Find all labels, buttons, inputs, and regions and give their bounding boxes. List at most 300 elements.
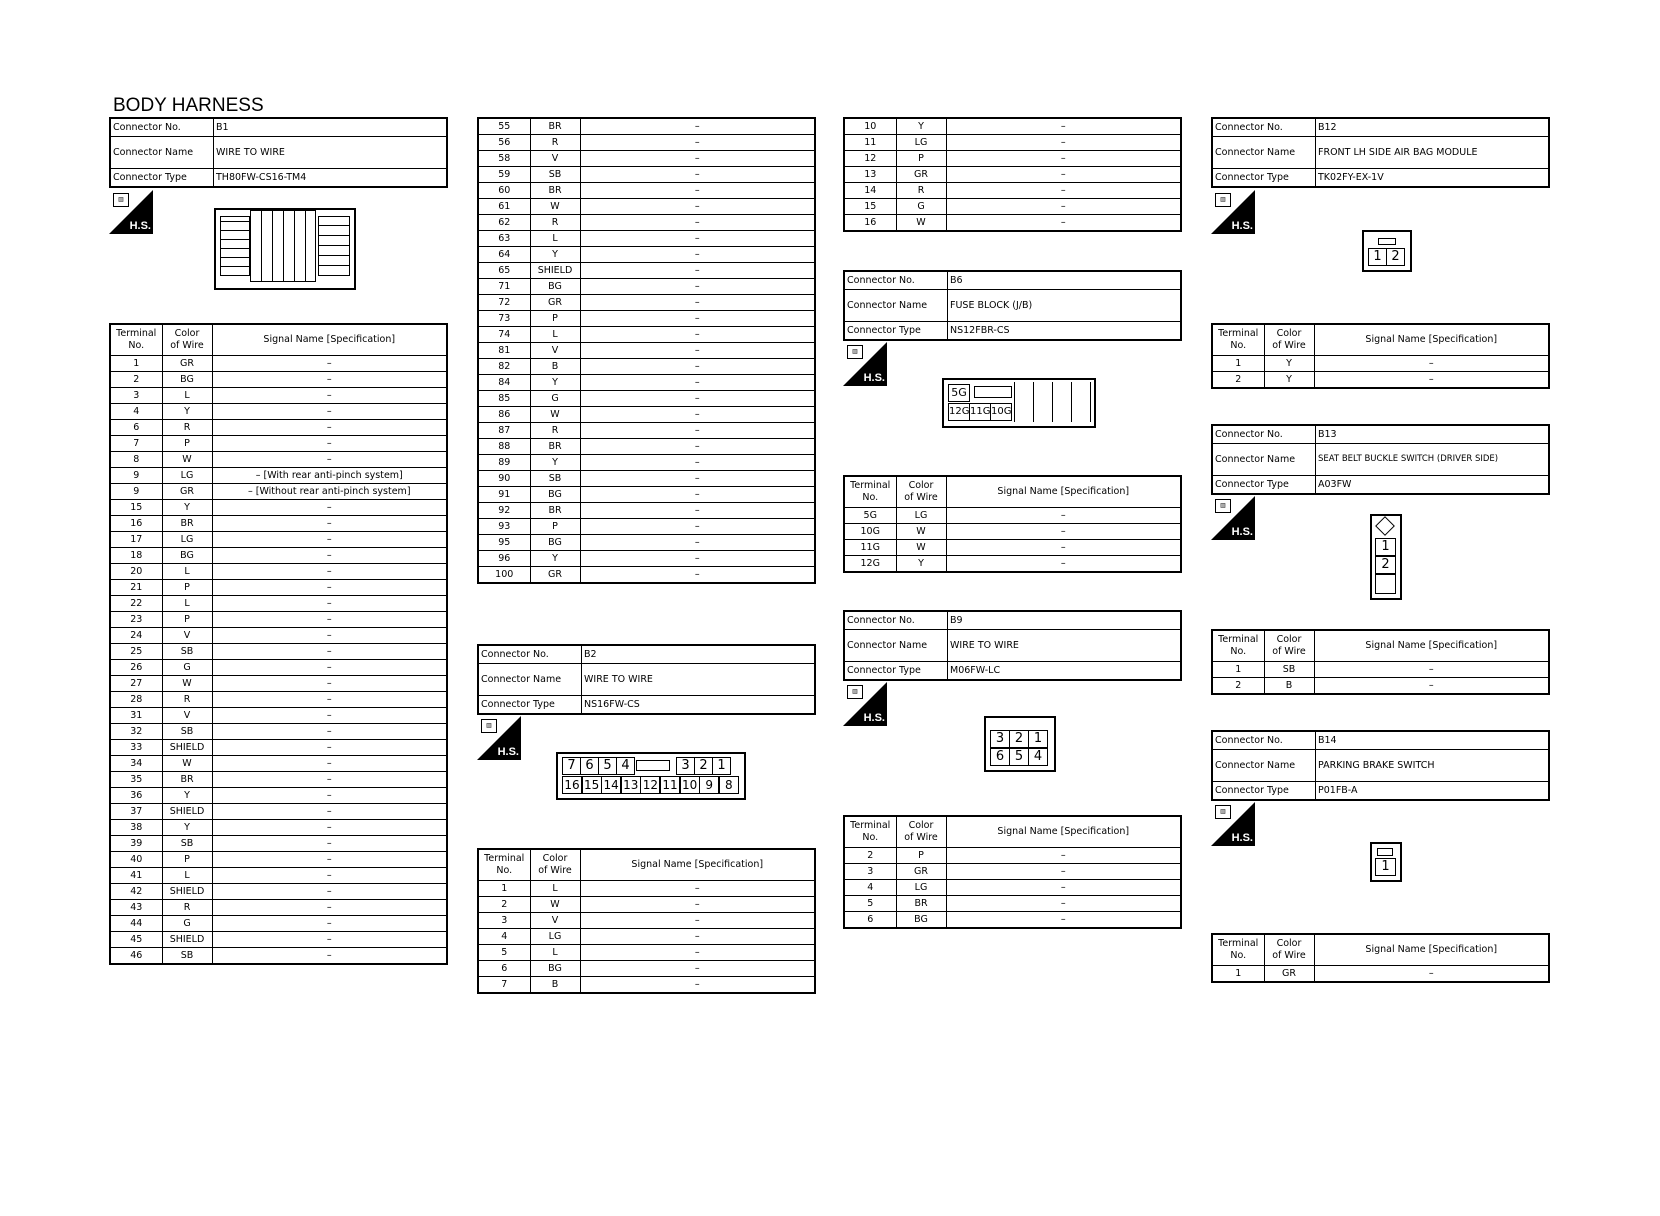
table-row bbox=[478, 375, 815, 391]
signal-name-cell: – bbox=[212, 420, 447, 436]
signal-name-cell: – bbox=[580, 961, 815, 977]
table-row bbox=[110, 452, 447, 468]
signal-name-cell: – bbox=[580, 199, 815, 215]
terminal-no-cell: 40 bbox=[110, 852, 162, 868]
color-cell: L bbox=[530, 231, 580, 247]
signal-name-cell: – bbox=[580, 343, 815, 359]
color-cell: P bbox=[162, 612, 212, 628]
table-row bbox=[478, 897, 815, 913]
connector-pin-cell: 5 bbox=[598, 757, 617, 775]
terminal-no-cell: 32 bbox=[110, 724, 162, 740]
table-row bbox=[478, 487, 815, 503]
terminal-no-cell: 26 bbox=[110, 660, 162, 676]
terminal-no-cell: 59 bbox=[478, 167, 530, 183]
color-cell: W bbox=[162, 452, 212, 468]
signal-name-cell: – bbox=[946, 118, 1181, 135]
connector-no-value: B1 bbox=[214, 118, 448, 137]
signal-name-cell: – bbox=[580, 503, 815, 519]
connector-pin-cell: 2 bbox=[694, 757, 713, 775]
color-cell: G bbox=[162, 916, 212, 932]
color-cell: V bbox=[530, 343, 580, 359]
connector-info-b12 bbox=[1211, 117, 1550, 188]
table-row bbox=[110, 500, 447, 516]
table-row bbox=[110, 916, 447, 932]
signal-name-cell: – bbox=[212, 612, 447, 628]
signal-name-header: Signal Name [Specification] bbox=[1314, 324, 1549, 356]
table-row bbox=[844, 183, 1181, 199]
terminal-no-header: Terminal No. bbox=[844, 816, 896, 848]
connector-face-b12: 1 2 bbox=[1362, 230, 1412, 272]
table-row bbox=[110, 756, 447, 772]
color-cell: LG bbox=[896, 880, 946, 896]
signal-name-cell: – bbox=[212, 388, 447, 404]
terminal-no-cell: 62 bbox=[478, 215, 530, 231]
table-row bbox=[110, 788, 447, 804]
color-cell: LG bbox=[896, 508, 946, 524]
color-cell: R bbox=[530, 135, 580, 151]
connector-no-label: Connector No. bbox=[478, 645, 582, 664]
terminal-no-cell: 1 bbox=[1212, 966, 1264, 983]
table-row bbox=[478, 455, 815, 471]
connector-no-value: B14 bbox=[1316, 731, 1550, 750]
terminal-no-cell: 2 bbox=[478, 897, 530, 913]
terminal-no-cell: 44 bbox=[110, 916, 162, 932]
color-of-wire-header: Color of Wire bbox=[1264, 630, 1314, 662]
terminal-no-cell: 2 bbox=[1212, 678, 1264, 695]
signal-name-cell: – [With rear anti-pinch system] bbox=[212, 468, 447, 484]
terminal-no-cell: 3 bbox=[478, 913, 530, 929]
table-row bbox=[110, 660, 447, 676]
terminal-no-cell: 5 bbox=[478, 945, 530, 961]
color-cell: L bbox=[162, 388, 212, 404]
signal-name-cell: – bbox=[580, 535, 815, 551]
table-row bbox=[478, 881, 815, 897]
connector-name-label: Connector Name bbox=[110, 137, 214, 169]
connector-name-value: PARKING BRAKE SWITCH bbox=[1316, 750, 1550, 782]
color-of-wire-header: Color of Wire bbox=[1264, 934, 1314, 966]
color-cell: Y bbox=[1264, 356, 1314, 372]
color-cell: LG bbox=[530, 929, 580, 945]
connector-type-value: TK02FY-EX-1V bbox=[1316, 169, 1550, 188]
signal-name-cell: – bbox=[1314, 372, 1549, 389]
signal-name-cell: – bbox=[580, 407, 815, 423]
table-row bbox=[1212, 372, 1549, 389]
terminal-no-cell: 11G bbox=[844, 540, 896, 556]
hs-icon: ▥ H.S. bbox=[843, 682, 887, 726]
table-row bbox=[478, 945, 815, 961]
signal-name-cell: – bbox=[212, 356, 447, 372]
terminal-no-cell: 56 bbox=[478, 135, 530, 151]
table-row bbox=[478, 977, 815, 994]
color-cell: L bbox=[162, 868, 212, 884]
connector-name-label: Connector Name bbox=[844, 290, 948, 322]
table-row bbox=[110, 884, 447, 900]
table-row bbox=[110, 948, 447, 965]
signal-name-header: Signal Name [Specification] bbox=[212, 324, 447, 356]
color-cell: P bbox=[162, 580, 212, 596]
connector-pin-cell: 16 bbox=[562, 776, 582, 794]
color-cell: B bbox=[1264, 678, 1314, 695]
terminal-no-cell: 21 bbox=[110, 580, 162, 596]
table-row bbox=[110, 628, 447, 644]
connector-face-b1 bbox=[214, 208, 356, 290]
connector-pin-cell: 15 bbox=[582, 776, 602, 794]
color-cell: G bbox=[896, 199, 946, 215]
terminal-no-cell: 4 bbox=[844, 880, 896, 896]
connector-pin-cell: 7 bbox=[562, 757, 581, 775]
terminal-no-cell: 14 bbox=[844, 183, 896, 199]
terminal-no-cell: 24 bbox=[110, 628, 162, 644]
terminal-no-cell: 90 bbox=[478, 471, 530, 487]
terminal-no-cell: 81 bbox=[478, 343, 530, 359]
terminal-no-cell: 27 bbox=[110, 676, 162, 692]
table-row bbox=[478, 183, 815, 199]
color-cell: Y bbox=[1264, 372, 1314, 389]
pin-table-b12 bbox=[1211, 323, 1550, 389]
color-cell: W bbox=[162, 756, 212, 772]
signal-name-cell: – bbox=[946, 556, 1181, 573]
terminal-no-header: Terminal No. bbox=[1212, 934, 1264, 966]
signal-name-cell: – bbox=[580, 567, 815, 584]
terminal-no-cell: 63 bbox=[478, 231, 530, 247]
color-cell: BG bbox=[530, 535, 580, 551]
signal-name-cell: – bbox=[212, 516, 447, 532]
table-row bbox=[478, 929, 815, 945]
color-cell: W bbox=[896, 540, 946, 556]
signal-name-cell: – bbox=[212, 836, 447, 852]
color-cell: BR bbox=[162, 772, 212, 788]
table-row bbox=[478, 359, 815, 375]
color-cell: P bbox=[162, 852, 212, 868]
table-row bbox=[478, 551, 815, 567]
color-of-wire-header: Color of Wire bbox=[1264, 324, 1314, 356]
color-cell: Y bbox=[530, 247, 580, 263]
connector-type-value: NS16FW-CS bbox=[582, 696, 816, 715]
color-cell: BG bbox=[530, 279, 580, 295]
terminal-no-cell: 35 bbox=[110, 772, 162, 788]
connector-info-b6 bbox=[843, 270, 1182, 341]
terminal-no-cell: 41 bbox=[110, 868, 162, 884]
connector-face-b14: 1 bbox=[1370, 842, 1402, 882]
signal-name-cell: – bbox=[212, 500, 447, 516]
terminal-no-cell: 9 bbox=[110, 468, 162, 484]
signal-name-cell: – bbox=[212, 900, 447, 916]
color-of-wire-header: Color of Wire bbox=[896, 476, 946, 508]
signal-name-cell: – bbox=[212, 932, 447, 948]
color-of-wire-header: Color of Wire bbox=[896, 816, 946, 848]
signal-name-cell: – bbox=[212, 868, 447, 884]
signal-name-cell: – bbox=[212, 580, 447, 596]
table-row bbox=[1212, 356, 1549, 372]
terminal-no-cell: 16 bbox=[844, 215, 896, 232]
table-row bbox=[110, 468, 447, 484]
terminal-no-header: Terminal No. bbox=[110, 324, 162, 356]
terminal-no-cell: 22 bbox=[110, 596, 162, 612]
pin-table-header bbox=[1212, 934, 1549, 966]
table-row bbox=[110, 852, 447, 868]
color-cell: L bbox=[530, 327, 580, 343]
color-cell: GR bbox=[1264, 966, 1314, 983]
pin-table-b6 bbox=[843, 475, 1182, 573]
color-of-wire-header: Color of Wire bbox=[162, 324, 212, 356]
terminal-no-cell: 7 bbox=[110, 436, 162, 452]
table-row bbox=[478, 913, 815, 929]
pin-table-b1 bbox=[109, 323, 448, 965]
signal-name-cell: – bbox=[212, 724, 447, 740]
table-row bbox=[478, 135, 815, 151]
terminal-no-header: Terminal No. bbox=[478, 849, 530, 881]
table-row bbox=[478, 423, 815, 439]
signal-name-cell: – bbox=[212, 436, 447, 452]
color-cell: W bbox=[896, 215, 946, 232]
table-row bbox=[110, 484, 447, 500]
color-cell: SB bbox=[162, 724, 212, 740]
table-row bbox=[844, 912, 1181, 929]
signal-name-cell: – bbox=[580, 487, 815, 503]
table-row bbox=[844, 864, 1181, 880]
color-cell: P bbox=[530, 311, 580, 327]
terminal-no-cell: 95 bbox=[478, 535, 530, 551]
signal-name-header: Signal Name [Specification] bbox=[946, 476, 1181, 508]
connector-no-label: Connector No. bbox=[844, 271, 948, 290]
signal-name-cell: – bbox=[212, 916, 447, 932]
table-row bbox=[478, 215, 815, 231]
table-row bbox=[844, 508, 1181, 524]
color-cell: Y bbox=[530, 375, 580, 391]
color-cell: SHIELD bbox=[530, 263, 580, 279]
color-cell: Y bbox=[162, 500, 212, 516]
signal-name-cell: – bbox=[946, 912, 1181, 929]
connector-no-value: B6 bbox=[948, 271, 1182, 290]
terminal-no-cell: 65 bbox=[478, 263, 530, 279]
signal-name-cell: – bbox=[212, 452, 447, 468]
signal-name-cell: – bbox=[212, 564, 447, 580]
table-row bbox=[844, 848, 1181, 864]
connector-pin-cell: 14 bbox=[601, 776, 621, 794]
connector-name-label: Connector Name bbox=[1212, 444, 1316, 476]
signal-name-cell: – bbox=[580, 151, 815, 167]
table-row bbox=[478, 167, 815, 183]
color-cell: SB bbox=[162, 948, 212, 965]
table-row bbox=[110, 708, 447, 724]
table-row bbox=[478, 391, 815, 407]
pin-table-b13 bbox=[1211, 629, 1550, 695]
color-cell: GR bbox=[530, 567, 580, 584]
color-cell: W bbox=[530, 897, 580, 913]
table-row bbox=[844, 199, 1181, 215]
hs-icon: ▥ H.S. bbox=[843, 342, 887, 386]
connector-type-label: Connector Type bbox=[1212, 782, 1316, 801]
signal-name-cell: – bbox=[946, 508, 1181, 524]
signal-name-cell: – bbox=[212, 692, 447, 708]
color-cell: BR bbox=[530, 118, 580, 135]
signal-name-cell: – bbox=[580, 183, 815, 199]
connector-b14 bbox=[1211, 730, 1550, 801]
table-row bbox=[110, 836, 447, 852]
color-cell: BG bbox=[162, 548, 212, 564]
color-cell: SHIELD bbox=[162, 932, 212, 948]
table-row bbox=[844, 167, 1181, 183]
signal-name-header: Signal Name [Specification] bbox=[1314, 934, 1549, 966]
color-cell: R bbox=[530, 423, 580, 439]
terminal-no-cell: 86 bbox=[478, 407, 530, 423]
connector-pin-cell: 4 bbox=[616, 757, 635, 775]
terminal-no-cell: 6 bbox=[110, 420, 162, 436]
connector-name-value: WIRE TO WIRE bbox=[214, 137, 448, 169]
signal-name-cell: – bbox=[1314, 966, 1549, 983]
signal-name-cell: – bbox=[580, 279, 815, 295]
signal-name-cell: – bbox=[946, 151, 1181, 167]
terminal-no-cell: 2 bbox=[110, 372, 162, 388]
connector-name-value: WIRE TO WIRE bbox=[582, 664, 816, 696]
connector-pin-cell: 13 bbox=[621, 776, 641, 794]
table-row bbox=[478, 407, 815, 423]
terminal-no-cell: 12G bbox=[844, 556, 896, 573]
signal-name-cell: – bbox=[212, 372, 447, 388]
connector-name-value: WIRE TO WIRE bbox=[948, 630, 1182, 662]
signal-name-cell: – bbox=[212, 852, 447, 868]
color-cell: SB bbox=[530, 471, 580, 487]
table-row bbox=[478, 519, 815, 535]
terminal-no-cell: 12 bbox=[844, 151, 896, 167]
signal-name-cell: – bbox=[212, 884, 447, 900]
terminal-no-cell: 36 bbox=[110, 788, 162, 804]
color-cell: W bbox=[896, 524, 946, 540]
color-cell: SB bbox=[162, 644, 212, 660]
pin-table-b1-continued bbox=[477, 117, 816, 584]
color-cell: BR bbox=[162, 516, 212, 532]
terminal-no-cell: 88 bbox=[478, 439, 530, 455]
signal-name-cell: – bbox=[212, 708, 447, 724]
terminal-no-cell: 37 bbox=[110, 804, 162, 820]
signal-name-cell: – bbox=[580, 945, 815, 961]
signal-name-cell: – bbox=[212, 788, 447, 804]
connector-pin-cell: 9 bbox=[699, 776, 719, 794]
connector-type-label: Connector Type bbox=[478, 696, 582, 715]
table-row bbox=[110, 420, 447, 436]
signal-name-cell: – bbox=[580, 215, 815, 231]
table-row bbox=[844, 151, 1181, 167]
color-cell: SB bbox=[1264, 662, 1314, 678]
terminal-no-cell: 46 bbox=[110, 948, 162, 965]
table-row bbox=[110, 900, 447, 916]
table-row bbox=[110, 596, 447, 612]
table-row bbox=[110, 868, 447, 884]
signal-name-cell: – bbox=[946, 880, 1181, 896]
signal-name-cell: – bbox=[212, 804, 447, 820]
signal-name-cell: – bbox=[946, 896, 1181, 912]
table-row bbox=[478, 343, 815, 359]
color-cell: P bbox=[530, 519, 580, 535]
terminal-no-cell: 60 bbox=[478, 183, 530, 199]
pin-table-b14 bbox=[1211, 933, 1550, 983]
table-row bbox=[478, 151, 815, 167]
terminal-no-cell: 5G bbox=[844, 508, 896, 524]
color-cell: R bbox=[162, 420, 212, 436]
table-row bbox=[478, 439, 815, 455]
terminal-no-cell: 3 bbox=[110, 388, 162, 404]
table-row bbox=[110, 804, 447, 820]
table-row bbox=[1212, 678, 1549, 695]
signal-name-cell: – bbox=[580, 897, 815, 913]
signal-name-cell: – bbox=[580, 881, 815, 897]
connector-no-value: B12 bbox=[1316, 118, 1550, 137]
terminal-no-cell: 7 bbox=[478, 977, 530, 994]
signal-name-cell: – bbox=[946, 848, 1181, 864]
color-cell: L bbox=[162, 596, 212, 612]
signal-name-cell: – bbox=[580, 167, 815, 183]
connector-type-label: Connector Type bbox=[844, 662, 948, 681]
color-cell: R bbox=[530, 215, 580, 231]
color-cell: Y bbox=[896, 118, 946, 135]
signal-name-cell: – bbox=[212, 404, 447, 420]
terminal-no-cell: 17 bbox=[110, 532, 162, 548]
signal-name-cell: – bbox=[580, 391, 815, 407]
signal-name-cell: – bbox=[212, 548, 447, 564]
table-row bbox=[478, 535, 815, 551]
signal-name-cell: – bbox=[580, 913, 815, 929]
signal-name-cell: – bbox=[946, 864, 1181, 880]
table-row bbox=[110, 644, 447, 660]
signal-name-cell: – bbox=[580, 439, 815, 455]
color-cell: SHIELD bbox=[162, 804, 212, 820]
color-cell: R bbox=[162, 900, 212, 916]
color-cell: BR bbox=[896, 896, 946, 912]
terminal-no-cell: 43 bbox=[110, 900, 162, 916]
terminal-no-cell: 89 bbox=[478, 455, 530, 471]
signal-name-cell: – bbox=[946, 135, 1181, 151]
color-cell: SHIELD bbox=[162, 740, 212, 756]
color-cell: W bbox=[162, 676, 212, 692]
hs-icon: ▥ H.S. bbox=[1211, 496, 1255, 540]
signal-name-cell: – bbox=[580, 311, 815, 327]
table-row bbox=[110, 372, 447, 388]
color-cell: G bbox=[530, 391, 580, 407]
color-cell: BR bbox=[530, 439, 580, 455]
page-title: BODY HARNESS bbox=[113, 95, 264, 116]
terminal-no-cell: 1 bbox=[1212, 662, 1264, 678]
signal-name-cell: – bbox=[212, 676, 447, 692]
color-cell: BG bbox=[530, 487, 580, 503]
color-cell: LG bbox=[896, 135, 946, 151]
terminal-no-cell: 15 bbox=[110, 500, 162, 516]
table-row bbox=[478, 247, 815, 263]
terminal-no-cell: 71 bbox=[478, 279, 530, 295]
terminal-no-cell: 64 bbox=[478, 247, 530, 263]
signal-name-cell: – bbox=[580, 375, 815, 391]
terminal-no-cell: 8 bbox=[110, 452, 162, 468]
color-cell: GR bbox=[162, 484, 212, 500]
signal-name-cell: – bbox=[580, 551, 815, 567]
signal-name-cell: – [Without rear anti-pinch system] bbox=[212, 484, 447, 500]
color-cell: Y bbox=[162, 788, 212, 804]
signal-name-cell: – bbox=[580, 455, 815, 471]
terminal-no-cell: 91 bbox=[478, 487, 530, 503]
connector-name-value: SEAT BELT BUCKLE SWITCH (DRIVER SIDE) bbox=[1316, 444, 1550, 476]
color-cell: P bbox=[162, 436, 212, 452]
table-row bbox=[478, 279, 815, 295]
table-row bbox=[110, 548, 447, 564]
hs-icon: ▥ H.S. bbox=[477, 716, 521, 760]
connector-pin-cell: 12 bbox=[640, 776, 660, 794]
table-row bbox=[478, 311, 815, 327]
terminal-no-cell: 9 bbox=[110, 484, 162, 500]
color-cell: Y bbox=[896, 556, 946, 573]
connector-b6 bbox=[843, 270, 1182, 341]
terminal-no-cell: 74 bbox=[478, 327, 530, 343]
connector-info-b14 bbox=[1211, 730, 1550, 801]
color-cell: L bbox=[530, 945, 580, 961]
